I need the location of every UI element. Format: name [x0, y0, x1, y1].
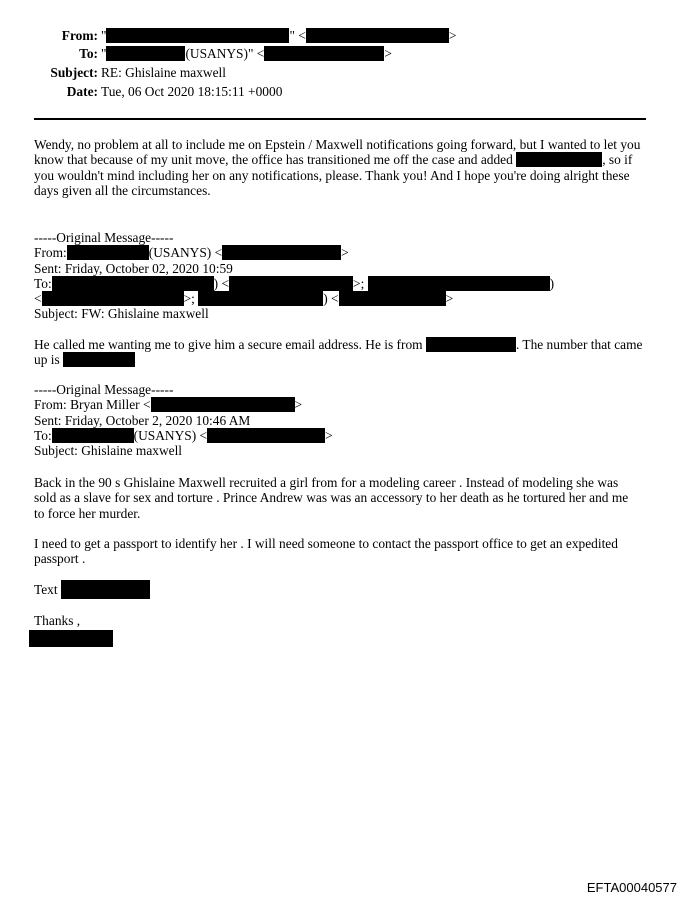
message-line: sold as a slave for sex and torture . Prince Andrew was was an accessory to her death as he tortured her and me — [34, 490, 629, 506]
orig1-message-line: He called me wanting me to give him a secure email address. He is from . The number that came — [34, 337, 643, 352]
message-line: passport . — [34, 551, 86, 567]
date-value: Tue, 06 Oct 2020 18:15:11 +0000 — [101, 84, 283, 99]
redaction-box — [63, 352, 135, 367]
redaction-box — [306, 28, 449, 43]
orig2-to: To: (USANYS) < > — [34, 427, 333, 443]
message-line: I need to get a passport to identify her . I will need someone to contact the passport office to get an expedited — [34, 536, 618, 551]
subject-value: RE: Ghislaine maxwell — [101, 65, 226, 80]
redaction-box — [106, 28, 289, 43]
orig1-message-line: up is — [34, 352, 652, 367]
orig2-subject: Subject: Ghislaine maxwell — [34, 443, 183, 459]
redaction-box — [106, 46, 185, 61]
header-divider — [34, 118, 646, 120]
to-value: " (USANYS)" < > — [101, 46, 392, 61]
redaction-box — [222, 245, 341, 260]
reply-line: know that because of my unit move, the office has transitioned me off the case and added , so if — [34, 152, 633, 168]
redaction-box — [151, 397, 295, 412]
to-label: To: — [79, 46, 98, 61]
message-line: to force her murder. — [34, 505, 141, 521]
orig1-to: To: ) < >; ) — [34, 275, 555, 291]
from-label: From: — [61, 28, 98, 43]
redaction-box — [264, 46, 384, 61]
orig1-sent: Sent: Friday, October 02, 2020 10:59 — [34, 260, 233, 276]
original-message-marker: -----Original Message----- — [34, 230, 174, 245]
reply-line: you wouldn't mind including her on any notifications, please. Thank you! And I hope you're doing alright these — [34, 167, 630, 183]
orig2-paragraph-1 — [34, 475, 652, 521]
redaction-box — [426, 337, 516, 352]
message-line: Back in the 90 s Ghislaine Maxwell recruited a girl from for a modeling career . Instead of modeling she was — [34, 475, 619, 490]
text-label: Text — [34, 582, 58, 597]
redaction-box — [229, 276, 353, 291]
orig2-from: From: Bryan Miller < > — [34, 397, 303, 413]
thanks-line: Thanks , — [34, 613, 81, 628]
redaction-box — [52, 428, 134, 443]
orig1-message-text — [34, 337, 652, 368]
subject-label: Subject: — [50, 65, 98, 80]
redaction-box — [52, 276, 214, 291]
date-label: Date: — [66, 84, 98, 99]
orig1-from: From: (USANYS) < > — [34, 245, 349, 261]
signature-redaction — [29, 630, 113, 647]
redaction-box — [516, 152, 602, 167]
orig1-subject: Subject: FW: Ghislaine maxwell — [34, 306, 209, 322]
orig2-sent: Sent: Friday, October 2, 2020 10:46 AM — [34, 412, 251, 428]
bates-number: EFTA00040577 — [586, 880, 677, 895]
orig2-text-line — [34, 580, 652, 600]
orig2-signoff — [34, 613, 652, 628]
redaction-box — [207, 428, 325, 443]
reply-line: days given all the circumstances. — [34, 182, 211, 198]
reply-line: Wendy, no problem at all to include me on Epstein / Maxwell notifications going forward, but I wanted to let you — [34, 137, 641, 152]
original-message-1 — [34, 230, 650, 322]
redaction-box — [339, 291, 446, 306]
redaction-box — [198, 291, 323, 306]
orig2-paragraph-2 — [34, 536, 652, 567]
redaction-box — [368, 276, 550, 291]
original-message-marker: -----Original Message----- — [34, 382, 174, 397]
redaction-box — [67, 245, 149, 260]
from-value: " " < > — [101, 28, 457, 43]
redaction-box — [61, 580, 150, 599]
redaction-box — [42, 291, 184, 306]
original-message-2 — [34, 382, 650, 458]
reply-body — [34, 137, 652, 198]
orig1-cc: < >; ) < > — [34, 291, 454, 307]
